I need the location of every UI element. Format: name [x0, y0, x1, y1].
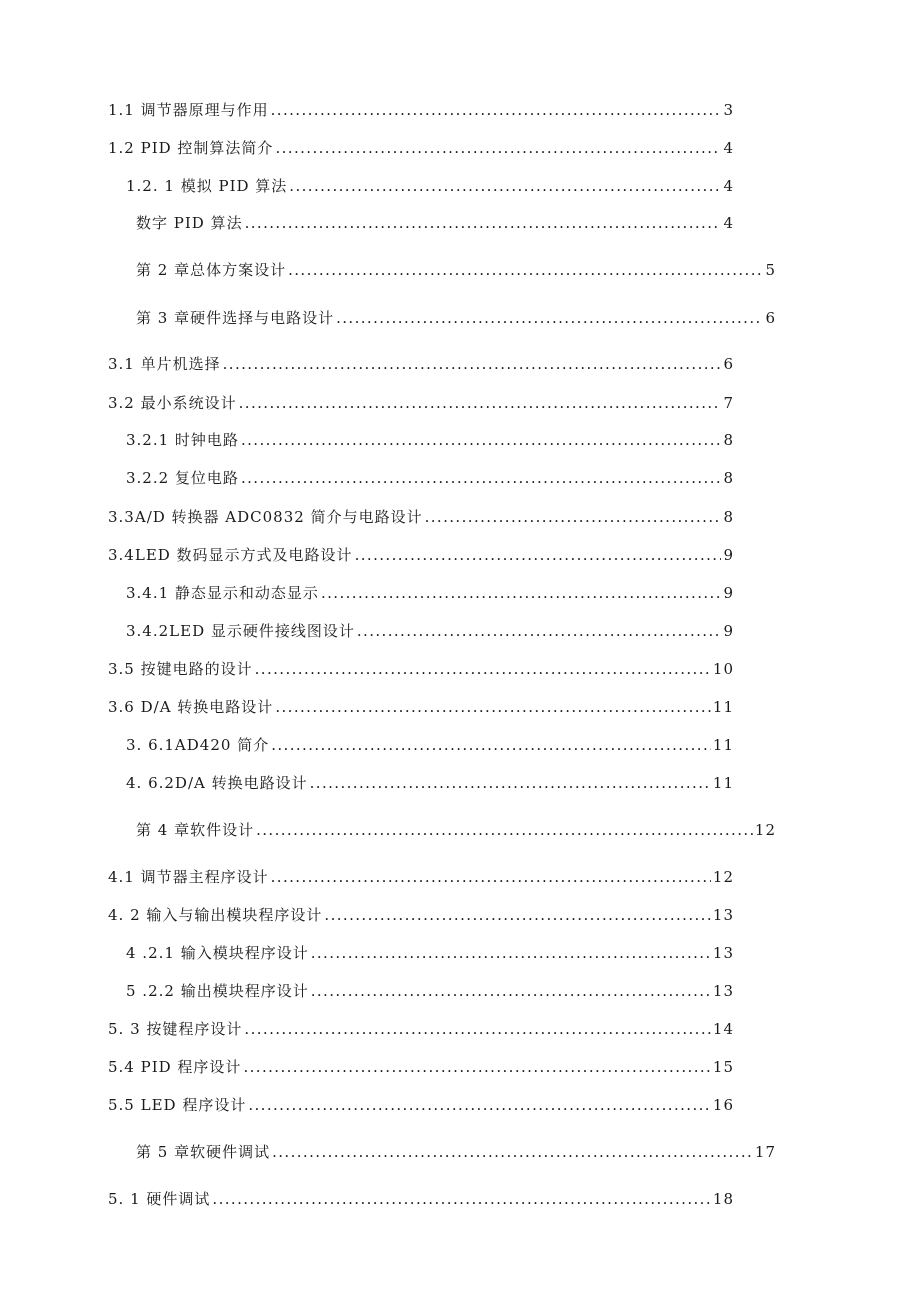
- toc-entry: [108, 659, 734, 679]
- toc-entry-page: 8: [723, 469, 734, 487]
- toc-entry-title: 第 5 章软硬件调试: [136, 1143, 271, 1161]
- toc-entry: [108, 1057, 734, 1077]
- toc-entry-title: 3.4.2LED 显示硬件接线图设计: [126, 622, 355, 640]
- toc-entry: [108, 1095, 734, 1115]
- toc-entry: [108, 138, 734, 158]
- toc-entry-page: 11: [712, 736, 734, 754]
- toc-entry-page: 10: [712, 660, 734, 678]
- toc-leader-dots: [241, 430, 722, 450]
- toc-leader-dots: [245, 213, 722, 233]
- toc-leader-dots: [212, 1189, 711, 1209]
- toc-entry-page: 12: [754, 821, 776, 839]
- toc-entry-title: 3.4LED 数码显示方式及电路设计: [108, 546, 353, 564]
- toc-leader-dots: [425, 507, 722, 527]
- toc-entry-title: 3.2.2 复位电路: [126, 469, 239, 487]
- toc-leader-dots: [357, 621, 722, 641]
- toc-entry: [126, 430, 734, 450]
- toc-entry-title: 3.2 最小系统设计: [108, 394, 237, 412]
- toc-entry: [108, 1189, 734, 1209]
- toc-entry-page: 4: [723, 139, 734, 157]
- toc-leader-dots: [248, 1095, 711, 1115]
- toc-entry: [108, 867, 734, 887]
- toc-entry-page: 4: [723, 214, 734, 232]
- toc-entry-title: 5. 1 硬件调试: [108, 1190, 211, 1208]
- toc-entry-title: 4. 2 输入与输出模块程序设计: [108, 906, 323, 924]
- toc-entry-page: 11: [712, 774, 734, 792]
- toc-entry: [126, 773, 734, 793]
- toc-entry: [108, 393, 734, 413]
- toc-leader-dots: [256, 820, 753, 840]
- toc-entry-title: 3.4.1 静态显示和动态显示: [126, 584, 319, 602]
- toc-entry: [126, 621, 734, 641]
- toc-entry: [108, 100, 734, 120]
- toc-leader-dots: [243, 1057, 710, 1077]
- toc-entry: [126, 468, 734, 488]
- toc-entry-page: 16: [712, 1096, 734, 1114]
- toc-entry-page: 11: [712, 698, 734, 716]
- toc-entry-page: 15: [712, 1058, 734, 1076]
- toc-entry: [126, 583, 734, 603]
- toc-leader-dots: [239, 393, 722, 413]
- toc-entry: [108, 507, 734, 527]
- toc-entry-page: 7: [723, 394, 734, 412]
- toc-leader-dots: [255, 659, 711, 679]
- toc-entry-page: 3: [723, 101, 734, 119]
- toc-leader-dots: [310, 773, 711, 793]
- toc-entry-page: 9: [723, 584, 734, 602]
- toc-entry-title: 3. 6.1AD420 简介: [126, 736, 270, 754]
- toc-leader-dots: [271, 100, 722, 120]
- toc-entry-title: 第 2 章总体方案设计: [136, 261, 287, 279]
- toc-entry-page: 13: [712, 982, 734, 1000]
- toc-leader-dots: [289, 176, 721, 196]
- toc-entry-title: 5 .2.2 输出模块程序设计: [126, 982, 309, 1000]
- toc-leader-dots: [355, 545, 722, 565]
- toc-leader-dots: [288, 260, 763, 280]
- toc-entry-page: 4: [723, 177, 734, 195]
- toc-entry-page: 12: [712, 868, 734, 886]
- toc-entry-page: 17: [754, 1143, 776, 1161]
- toc-entry-page: 8: [723, 431, 734, 449]
- toc-entry: [126, 943, 734, 963]
- toc-entry: [136, 1142, 776, 1162]
- toc-leader-dots: [271, 735, 711, 755]
- toc-entry: [136, 260, 776, 280]
- toc-entry: [108, 905, 734, 925]
- toc-entry: [136, 213, 734, 233]
- toc-entry-page: 9: [723, 546, 734, 564]
- toc-leader-dots: [311, 981, 711, 1001]
- toc-entry-title: 1.2. 1 模拟 PID 算法: [126, 177, 288, 195]
- toc-entry-page: 6: [765, 309, 776, 327]
- toc-entry: [108, 354, 734, 374]
- toc-leader-dots: [272, 1142, 753, 1162]
- toc-entry-title: 5. 3 按键程序设计: [108, 1020, 243, 1038]
- toc-entry-page: 13: [712, 944, 734, 962]
- toc-entry-title: 1.1 调节器原理与作用: [108, 101, 269, 119]
- toc-entry: [108, 1019, 734, 1039]
- toc-leader-dots: [275, 697, 711, 717]
- toc-entry-title: 3.5 按键电路的设计: [108, 660, 253, 678]
- toc-entry-title: 第 4 章软件设计: [136, 821, 255, 839]
- toc-entry-title: 1.2 PID 控制算法简介: [108, 139, 274, 157]
- toc-leader-dots: [311, 943, 711, 963]
- toc-leader-dots: [244, 1019, 711, 1039]
- toc-entry-page: 14: [712, 1020, 734, 1038]
- toc-entry: [126, 176, 734, 196]
- toc-entry-title: 数字 PID 算法: [136, 214, 243, 232]
- toc-entry-page: 13: [712, 906, 734, 924]
- toc-entry-title: 5.4 PID 程序设计: [108, 1058, 242, 1076]
- toc-leader-dots: [241, 468, 722, 488]
- toc-entry-title: 4. 6.2D/A 转换电路设计: [126, 774, 308, 792]
- toc-entry: [136, 308, 776, 328]
- toc-leader-dots: [321, 583, 722, 603]
- toc-entry: [108, 545, 734, 565]
- toc-leader-dots: [336, 308, 763, 328]
- toc-leader-dots: [271, 867, 711, 887]
- toc-entry-page: 9: [723, 622, 734, 640]
- toc-entry-title: 3.2.1 时钟电路: [126, 431, 239, 449]
- toc-entry: [126, 981, 734, 1001]
- toc-entry-page: 8: [723, 508, 734, 526]
- toc-entry-title: 第 3 章硬件选择与电路设计: [136, 309, 335, 327]
- toc-entry-title: 4 .2.1 输入模块程序设计: [126, 944, 309, 962]
- toc-entry: [136, 820, 776, 840]
- toc-leader-dots: [324, 905, 711, 925]
- toc-entry-page: 6: [723, 355, 734, 373]
- toc-leader-dots: [275, 138, 721, 158]
- toc-entry-title: 5.5 LED 程序设计: [108, 1096, 247, 1114]
- toc-entry-page: 18: [712, 1190, 734, 1208]
- toc-entry-title: 3.3A/D 转换器 ADC0832 简介与电路设计: [108, 508, 423, 526]
- toc-entry-page: 5: [765, 261, 776, 279]
- toc-entry: [108, 697, 734, 717]
- toc-entry-title: 3.6 D/A 转换电路设计: [108, 698, 274, 716]
- toc-entry-title: 3.1 单片机选择: [108, 355, 221, 373]
- toc-entry-title: 4.1 调节器主程序设计: [108, 868, 269, 886]
- toc-entry: [126, 735, 734, 755]
- toc-leader-dots: [223, 354, 722, 374]
